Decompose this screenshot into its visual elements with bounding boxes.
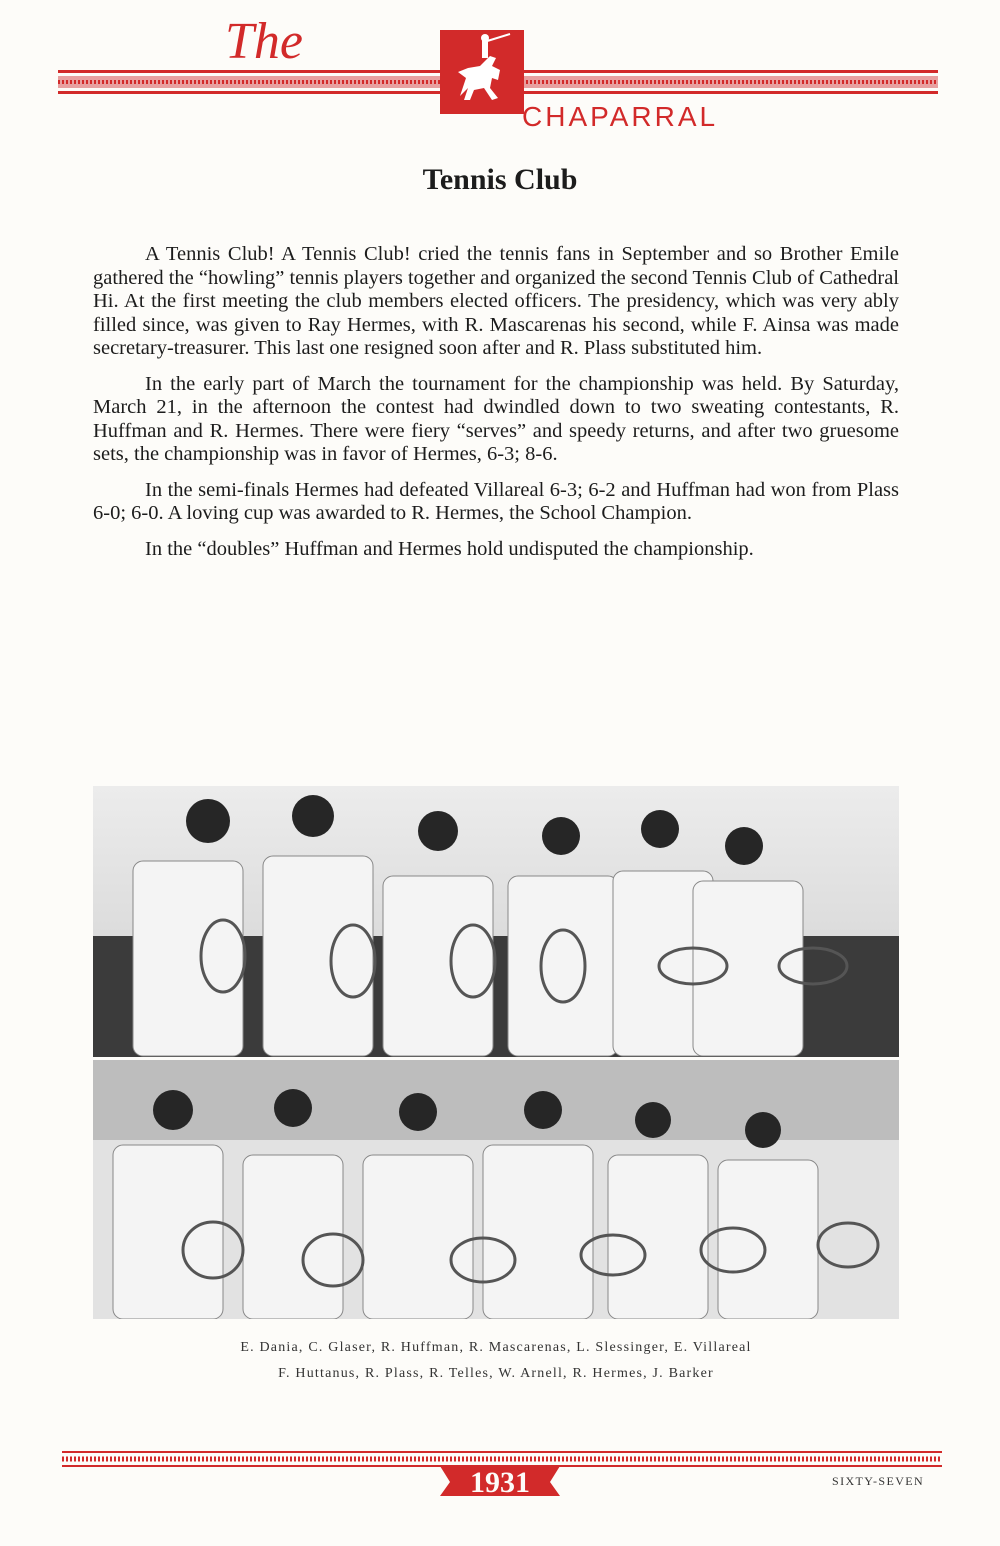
publication-name: CHAPARRAL xyxy=(522,101,719,132)
paragraph: A Tennis Club! A Tennis Club! cried the tennis fans in September and so Brother Emile gathered the “howling” tennis players together and organized the second Tennis Club of Cathedral Hi. At the first meeting the club members elected officers. The presidency, which was very ably filled since, was given to Ray Hermes, with R. Mascarenas his second, while F. Ainsa was made secretary-treasurer. This last one resigned soon after and R. Plass substituted him. xyxy=(93,243,899,359)
photo-caption-line-2: F. Huttanus, R. Plass, R. Telles, W. Arnell, R. Hermes, J. Barker xyxy=(278,1366,714,1381)
bottom-row-photo xyxy=(93,1060,899,1319)
knight-on-horse-icon xyxy=(440,30,524,114)
paragraph: In the semi-finals Hermes had defeated Villareal 6-3; 6-2 and Huffman had won from Plass 6-0; 6-0. A loving cup was awarded to R. Hermes, the School Champion. xyxy=(93,478,899,524)
page-title: Tennis Club xyxy=(422,163,578,196)
year-label: 1931 xyxy=(470,1466,530,1499)
year-emblem xyxy=(430,1450,570,1500)
article-body xyxy=(93,243,899,573)
photo-caption-line-1: E. Dania, C. Glaser, R. Huffman, R. Mascarenas, L. Slessinger, E. Villareal xyxy=(240,1340,752,1355)
paragraph: In the early part of March the tournament for the championship was held. By Saturday, March 21, in the afternoon the contest had dwindled down to two sweating contestants, R. Huffman and R. Hermes. There were fiery “serves” and speedy returns, and after two gruesome sets, the championship was in favor of Hermes, 6-3; 8-6. xyxy=(93,372,899,465)
page-number: SIXTY-SEVEN xyxy=(832,1474,925,1488)
top-row-photo xyxy=(93,786,899,1057)
header-script-title: The xyxy=(225,13,303,70)
paragraph: In the “doubles” Huffman and Hermes hold undisputed the championship. xyxy=(145,537,754,560)
